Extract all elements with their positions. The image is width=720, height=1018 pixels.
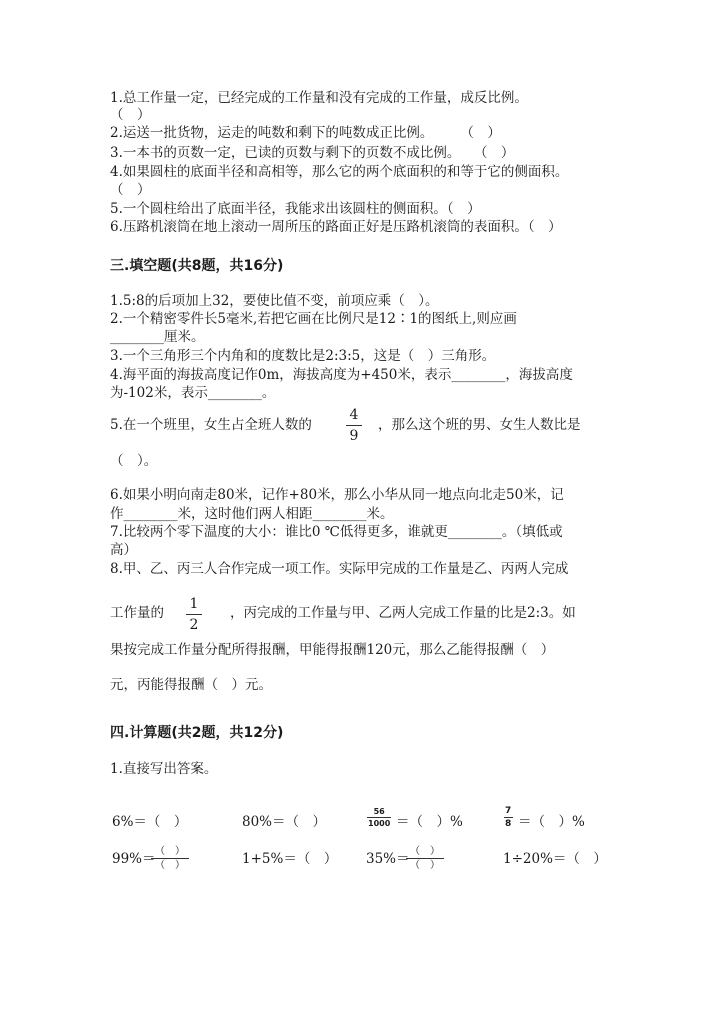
fraction-bar [504,817,513,818]
calc-80-percent: 80%＝（ ） [242,814,327,830]
fill-item-7: 7.比较两个零下温度的大小：谁比0 ℃低得更多，谁就更________。（填低或 [110,524,563,540]
fraction-denominator: 2 [189,617,199,633]
fill-item-8: 8.甲、乙、丙三人合作完成一项工作。实际甲完成的工作量是乙、丙两人完成 [110,561,569,577]
section-3-heading: 三.填空题(共8题，共16分) [110,258,284,274]
judge-item-4-paren: （ ） [110,182,151,198]
calc-35-percent: 35%＝ [366,851,410,867]
fraction-denominator: （ ） [410,860,440,871]
judge-item-1-paren: （ ） [110,107,151,123]
fraction-bar [346,425,362,426]
fill-item-2: 2.一个精密零件长5毫米,若把它画在比例尺是12∶1的图纸上,则应画 [110,311,517,327]
fraction-numerator: 7 [505,806,512,816]
judge-item-5: 5.一个圆柱给出了底面半径，我能求出该圆柱的侧面积。（ ） [110,201,481,217]
fraction-numerator: （ ） [155,846,185,857]
fraction-7-8 [503,806,513,829]
fraction-bar [186,614,202,615]
judge-item-6: 6.压路机滚筒在地上滚动一周所压的路面正好是压路机滚筒的表面积。（ ） [110,219,562,235]
paren-fraction-2 [406,846,444,871]
fill-item-3: 3.一个三角形三个内角和的度数比是2:3:5，这是（ ）三角形。 [110,348,496,364]
calc-99-percent: 99%＝ [112,851,156,867]
section-4-heading: 四.计算题(共2题，共12分) [110,725,284,741]
fraction-bar [367,817,391,818]
judge-item-4: 4.如果圆柱的底面半径和高相等，那么它的两个底面积的和等于它的侧面积。 [110,164,569,180]
fill-item-1: 1.5:8的后项加上32，要使比值不变，前项应乘（ ）。 [110,293,439,309]
fraction-bar [151,858,189,859]
fill-item-5: 5.在一个班里，女生占全班人数的 [110,417,312,433]
judge-item-1: 1.总工作量一定，已经完成的工作量和没有完成的工作量，成反比例。 [110,90,528,106]
fraction-4-9 [346,407,362,444]
fill-item-8-line4: 元，丙能得报酬（ ）元。 [110,677,272,693]
fraction-bar [406,858,444,859]
fraction-56-1000 [366,807,392,828]
calc-1-plus-5-percent: 1+5%＝（ ） [242,851,338,867]
fraction-denominator: 8 [505,819,512,829]
fill-item-5-answer: （ ）。 [110,453,158,469]
paren-fraction-1 [151,846,189,871]
judge-item-2: 2.运送一批货物，运走的吨数和剩下的吨数成正比例。 （ ） [110,125,501,141]
fill-item-6-cont: 作________米，这时他们两人相距________米。 [110,506,394,522]
fraction-denominator: 9 [349,428,359,444]
fill-item-4: 4.海平面的海拔高度记作0m，海拔高度为+450米，表示________，海拔高度 [110,367,573,383]
judge-item-3: 3.一本书的页数一定，已读的页数与剩下的页数不成比例。 （ ） [110,145,515,161]
calc-7-8-answer: ＝（ ）% [518,814,585,830]
calc-intro: 1.直接写出答案。 [110,761,218,777]
fraction-numerator: 4 [349,407,359,423]
calc-56-1000-answer: ＝（ ）% [396,814,463,830]
fill-item-7-cont: 高） [110,542,137,558]
fill-item-8-line3: 果按完成工作量分配所得报酬，甲能得报酬120元，那么乙能得报酬（ ） [110,642,555,658]
fill-item-8-line2-tail: ，丙完成的工作量与甲、乙两人完成工作量的比是2:3。如 [230,605,576,621]
fill-item-5-tail: ，那么这个班的男、女生人数比是 [378,417,581,433]
fraction-denominator: （ ） [155,860,185,871]
fraction-numerator: 56 [373,807,385,816]
fraction-1-2 [186,596,202,633]
fill-item-8-line2-head: 工作量的 [110,605,164,621]
calc-6-percent: 6%＝（ ） [112,814,188,830]
fraction-numerator: 1 [189,596,199,612]
fraction-denominator: 1000 [368,819,391,828]
fill-item-6: 6.如果小明向南走80米，记作+80米，那么小华从同一地点向北走50米，记 [110,487,564,503]
calc-1-div-20-percent: 1÷20%＝（ ） [503,851,607,867]
fill-item-4-cont: 为-102米，表示________。 [110,385,276,401]
fraction-numerator: （ ） [410,846,440,857]
fill-item-2-cont: ________厘米。 [110,329,205,345]
